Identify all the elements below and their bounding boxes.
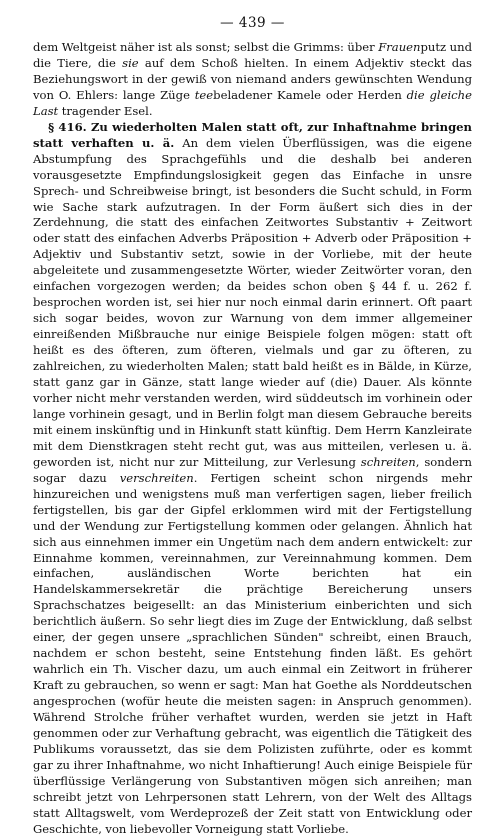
page-number: — 439 — bbox=[220, 15, 285, 31]
text-run: auf dem Schoß hielten. In einem Adjektiv steckt das Beziehungswort in der gewiß von niemand anders gewünschten Wendung von O. Ehlers: lange Züge bbox=[33, 55, 473, 102]
emphasized-text: verschreiten bbox=[119, 470, 194, 485]
emphasized-text: sie bbox=[122, 55, 139, 70]
text-run: , sondern sogar dazu bbox=[33, 454, 473, 485]
text-run: beladener Kamele oder Herden bbox=[213, 87, 407, 102]
emphasized-text: tee bbox=[194, 87, 214, 102]
paragraph-section-416 bbox=[33, 120, 472, 838]
text-run: . Fertigen scheint schon nirgends mehr hinzureichen und wenigstens muß man verfertigen sagen, lieber freilich fertigstellen, bis gar der Gipfel erklommen wird mit der Fertigstellung und der Wendung zur Fertigstellung kommen oder gelangen. Ähnlich hat sich aus einnehmen immer ein Ungetüm nach dem andern entwickelt: zur Einnahme kommen, vereinnahmen, zur Vereinnahmung kommen. Dem einfachen, ausländischen Worte berichten hat ein Handelskammersekretär die prächtige Bereicherung unsers Sprachschatzes beigesellt: an das Ministerium einberichten und sich berichtlich äußern. So sehr liegt dies im Zuge der Entwicklung, daß selbst einer, der gegen unsere „sprachlichen Sünden" schreibt, einen Brauch, nachdem er schon besteht, seine Entstehung finden läßt. Es gehört wahrlich ein Th. Vischer dazu, um auch einmal ein Zeitwort in früherer Kraft zu gebrauchen, so wenn er sagt: Man hat Goethe als Norddeutschen angesprochen (wofür heute die meisten sagen: in Anspruch genommen). Während Strolche früher verhaftet wurden, werden sie jetzt in Haft genommen oder zur Verhaftung gebracht, was eigentlich die Tätigkeit des Publikums voraussetzt, das sie dem Polizisten zuführte, oder es kommt gar zu ihrer Inhaftnahme, wo nicht Inhaftierung! Auch einige Beispiele für überflüssige Verlängerung von Substantiven mögen sich anreihen; man schreibt jetzt von Lehrpersonen statt Lehrern, von der Welt des Alltags statt Alltagswelt, vom Werdeprozeß der Zeit statt von Entwicklung oder Geschichte, von liebevoller Vorneigung statt Vorliebe. bbox=[33, 470, 472, 836]
emphasized-text: die gleiche Last bbox=[33, 87, 472, 118]
emphasized-text: schreiten bbox=[360, 454, 416, 469]
section-heading: § 416. Zu wiederholten Malen statt oft, zur Inhaftnahme bringen statt verhaften u. ä. bbox=[33, 119, 472, 150]
text-run: An dem vielen Überflüssigen, was die eigene Abstumpfung des Sprachgefühls und die deshalb bei anderen vorausgesetzte Empfindungslosigkeit gegen das Einfache in unsre Sprech- und Schreibweise bringt, ist besonders die Sucht schuld, in Form wie Sache stark aufzutragen. In der Form äußert sich dies in der Zerdehnung, die statt des einfachen Zeitwortes Substantiv + Zeitwort oder statt des einfachen Adverbs Präposition + Adverb oder Präposition + Adjektiv und Substantiv setzt, sowie in der Vorliebe, mit der heute abgeleitete und zusammengesetzte Wörter, wieder Zeitwörter voran, den einfachen vorgezogen werden; da beides schon oben § 44 f. u. 262 f. besprochen worden ist, sei hier nur noch einmal darin erinnert. Oft paart sich sogar beides, wovon zur Warnung von dem immer allgemeiner einreißenden Mißbrauche nur einige Beispiele folgen mögen: statt oft heißt es des öfteren, zum öfteren, vielmals und gar zu öfteren, zu zahlreichen, zu wiederholten Malen; statt bald heißt es in Bälde, in Kürze, statt ganz gar in Gänze, statt lange wieder auf (die) Dauer. Als könnte vorher nicht mehr verstanden werden, wird süddeutsch im vorhinein oder lange vorhinein gesagt, und in Berlin folgt man diesem Gebrauche bereits mit einem inskünftig und in Hinkunft statt künftig. Dem Herrn Kanzleirate mit dem Dienstkragen steht recht gut, was aus mitteilen, verlesen u. ä. geworden ist, nicht nur zur Mitteilung, zur Verlesung bbox=[33, 135, 472, 469]
text-run: tragender Esel. bbox=[58, 103, 153, 118]
text-run: putz und die Tiere, die bbox=[33, 40, 472, 70]
emphasized-text: Frauen bbox=[378, 40, 421, 54]
paragraph bbox=[33, 40, 472, 120]
text-run: dem Weltgeist näher ist als sonst; selbst die Grimms: über bbox=[33, 40, 379, 54]
body-text bbox=[33, 40, 472, 838]
